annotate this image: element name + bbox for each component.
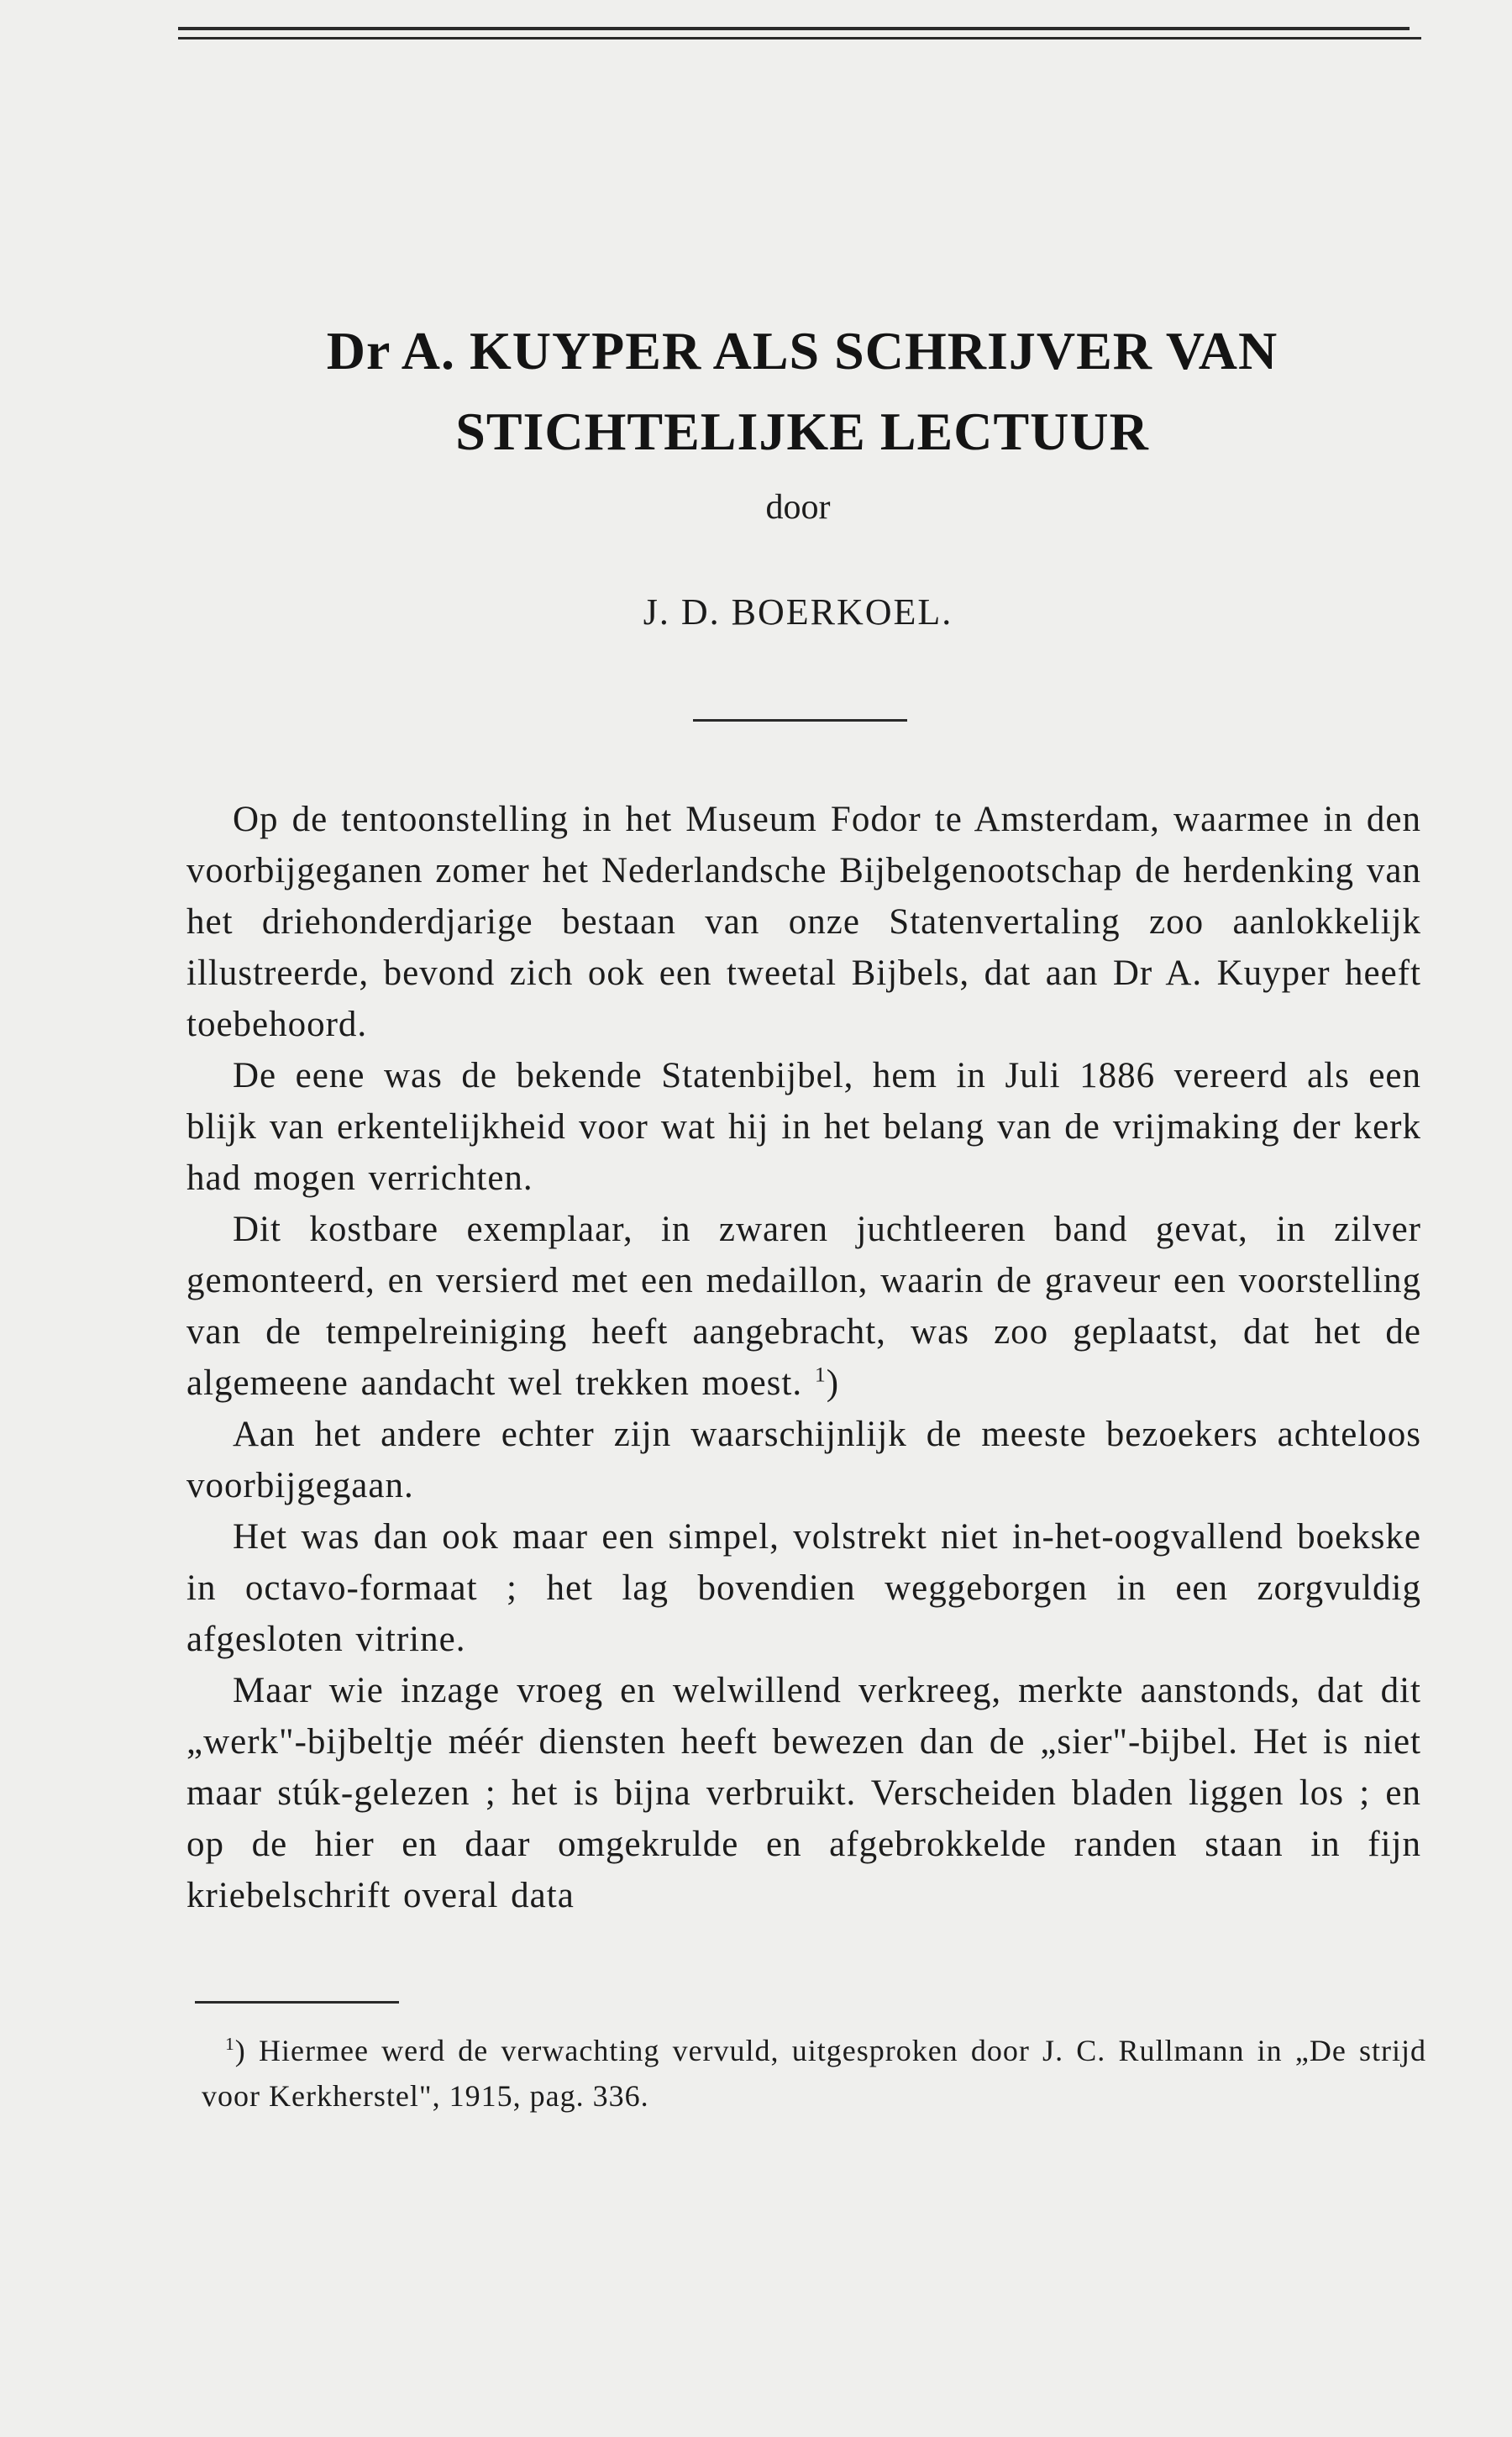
footnote-reference: 1 xyxy=(814,1362,827,1387)
footnote-reference-close: ) xyxy=(826,1363,840,1403)
paragraph-5: Het was dan ook maar een simpel, volstrekt niet in-het-oogvallend boekske in octavo-formaat ; het lag bovendien weggeborgen in een zorgvuldig afgesloten vitrine. xyxy=(186,1517,1421,1659)
paragraph-6: Maar wie inzage vroeg en welwillend verkreeg, merkte aanstonds, dat dit „werk"-bijbeltje méér diensten heeft bewezen dan de „sier"-bijbel. Het is niet maar stúk-gelezen ; het is bijna verbruikt. Verscheiden bladen liggen los ; en op de hier en daar omgekrulde en afgebrokkelde randen staan in fijn kriebelschrift overal data xyxy=(186,1671,1421,1915)
title-line-1: Dr A. KUYPER ALS SCHRIJVER VAN xyxy=(326,321,1278,381)
footnote-marker: 1 xyxy=(225,2034,235,2054)
footnote-marker-close: ) xyxy=(234,2034,246,2067)
footnote-paragraph xyxy=(202,2028,1426,2119)
top-rule-secondary xyxy=(178,37,1421,39)
top-rule xyxy=(178,27,1410,30)
footnote-divider xyxy=(195,2001,399,2004)
section-divider xyxy=(693,719,907,722)
author-name: J. D. BOERKOEL. xyxy=(643,591,953,633)
paragraph-3 xyxy=(186,1204,1421,1409)
paragraph-1: Op de tentoonstelling in het Museum Fodor te Amsterdam, waarmee in den voorbijgeganen zomer het Nederlandsche Bijbelgenootschap de herdenking van het driehonderdjarige bestaan van onze Statenvertaling zoo aanlokkelijk illustreerde, bevond zich ook een tweetal Bijbels, dat aan Dr A. Kuyper heeft toebehoord. xyxy=(186,800,1421,1044)
footnote-text: Hiermee werd de verwachting vervuld, uitgesproken door J. C. Rullmann in „De strijd voor Kerkherstel", 1915, pag. 336. xyxy=(202,2034,1426,2113)
title-line-2: STICHTELIJKE LECTUUR xyxy=(455,402,1149,461)
article-title xyxy=(193,311,1411,472)
byline-door: door xyxy=(765,488,831,527)
footnote xyxy=(202,2028,1426,2119)
paragraph-2: De eene was de bekende Statenbijbel, hem in Juli 1886 vereerd als een blijk van erkentelijkheid voor wat hij in het belang van de vrijmaking der kerk had mogen verrichten. xyxy=(186,1056,1421,1198)
paragraph-4: Aan het andere echter zijn waarschijnlijk de meeste bezoekers achteloos voorbijgegaan. xyxy=(186,1415,1421,1505)
article-body xyxy=(186,794,1421,1921)
paragraph-3-text: Dit kostbare exemplaar, in zwaren juchtleeren band gevat, in zilver gemonteerd, en versierd met een medaillon, waarin de graveur een voorstelling van de tempelreiniging heeft aangebracht, was zoo geplaatst, dat het de algemeene aandacht wel trekken moest. xyxy=(186,1210,1421,1403)
